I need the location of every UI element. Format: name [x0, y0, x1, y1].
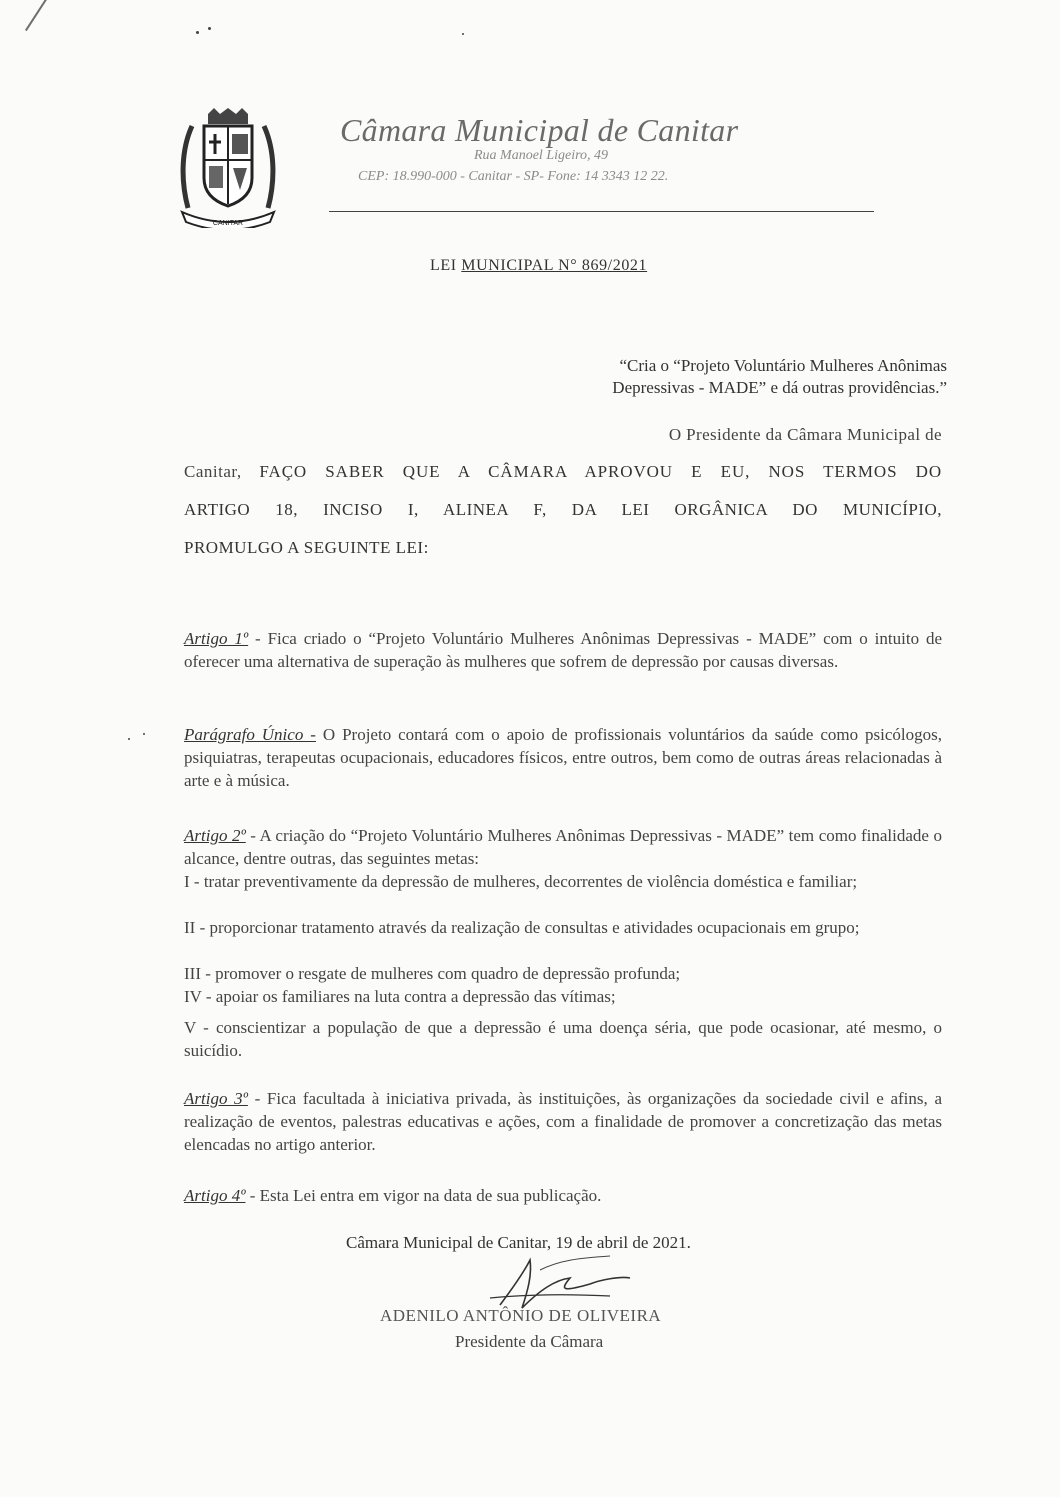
preamble-lead: Canitar,	[184, 462, 242, 481]
article-2-label: Artigo 2º	[184, 826, 246, 845]
preamble-bold: FAÇO SABER QUE A CÂMARA APROVOU E EU, NOS TERMOS DO	[259, 462, 942, 481]
closing-place-date: Câmara Municipal de Canitar, 19 de abril de 2021.	[346, 1233, 691, 1252]
article-4-text: - Esta Lei entra em vigor na data de sua publicação.	[245, 1186, 602, 1205]
article-4	[184, 1184, 942, 1207]
preamble-line-3: ARTIGO 18, INCISO I, ALINEA F, DA LEI ORGÂNICA DO MUNICÍPIO,	[184, 500, 942, 519]
paragraph-unico-text: O Projeto contará com o apoio de profissionais voluntários da saúde como psicólogos, psiquiatras, terapeutas ocupacionais, educadores físicos, entre outros, bem como de outras áreas relacionadas à arte e à música.	[184, 725, 943, 790]
preamble-line-1: O Presidente da Câmara Municipal de	[668, 425, 942, 444]
article-2	[184, 824, 942, 870]
paragraph-unico	[184, 723, 942, 792]
org-address: Rua Manoel Ligeiro, 49	[474, 148, 609, 163]
signer-role: Presidente da Câmara	[455, 1332, 604, 1351]
scan-speck	[208, 27, 211, 30]
scan-speck	[128, 738, 130, 740]
ementa-line-1: “Cria o “Projeto Voluntário Mulheres Anônimas	[619, 356, 947, 375]
law-title-prefix: LEI	[430, 257, 457, 274]
law-title-number: MUNICIPAL N° 869/2021	[461, 257, 648, 274]
article-3-text: - Fica facultada à iniciativa privada, às instituições, às organizações da sociedade civil e afins, a realização de eventos, palestras educativas e ações, com a finalidade de promover a concretização das metas elencadas no artigo anterior.	[184, 1089, 942, 1154]
scan-speck	[196, 31, 199, 34]
article-1-label: Artigo 1º	[184, 629, 249, 648]
article-2-item-1: I - tratar preventivamente da depressão de mulheres, decorrentes de violência doméstica e familiar;	[184, 872, 858, 891]
article-4-label: Artigo 4º	[184, 1186, 246, 1205]
scan-speck	[462, 33, 464, 35]
header-divider	[329, 211, 874, 212]
article-2-text: - A criação do “Projeto Voluntário Mulheres Anônimas Depressivas - MADE” tem como finalidade o alcance, dentre outras, das seguintes metas:	[184, 826, 942, 868]
signer-name: ADENILO ANTÔNIO DE OLIVEIRA	[380, 1306, 662, 1325]
paragraph-unico-label: Parágrafo Único -	[184, 725, 316, 744]
scan-artifact-line	[25, 0, 125, 31]
municipal-crest-icon	[178, 108, 278, 228]
article-3-label: Artigo 3º	[184, 1089, 248, 1108]
article-2-item-2: II - proporcionar tratamento através da realização de consultas e atividades ocupacionais em grupo;	[184, 918, 860, 937]
article-3	[184, 1087, 942, 1156]
article-2-item-5: V - conscientizar a população de que a depressão é uma doença séria, que pode ocasionar, até mesmo, o suicídio.	[184, 1018, 942, 1060]
org-name: Câmara Municipal de Canitar	[340, 112, 739, 148]
article-1	[184, 627, 942, 673]
article-1-text: - Fica criado o “Projeto Voluntário Mulheres Anônimas Depressivas - MADE” com o intuito de oferecer uma alternativa de superação às mulheres que sofrem de depressão por causas diversas.	[184, 629, 943, 671]
crest-banner-text: CANITAR	[212, 220, 244, 227]
ementa	[350, 355, 947, 399]
law-title	[430, 257, 647, 275]
article-2-item-4: IV - apoiar os familiares na luta contra a depressão das vítimas;	[184, 987, 616, 1006]
org-contact: CEP: 18.990-000 - Canitar - SP- Fone: 14 3343 12 22.	[358, 169, 669, 184]
ementa-line-2: Depressivas - MADE” e dá outras providências.”	[612, 378, 947, 397]
preamble-line-4: PROMULGO A SEGUINTE LEI:	[184, 538, 429, 557]
scan-speck	[143, 733, 145, 735]
article-2-item-3: III - promover o resgate de mulheres com quadro de depressão profunda;	[184, 964, 681, 983]
preamble-line-2	[184, 462, 942, 482]
